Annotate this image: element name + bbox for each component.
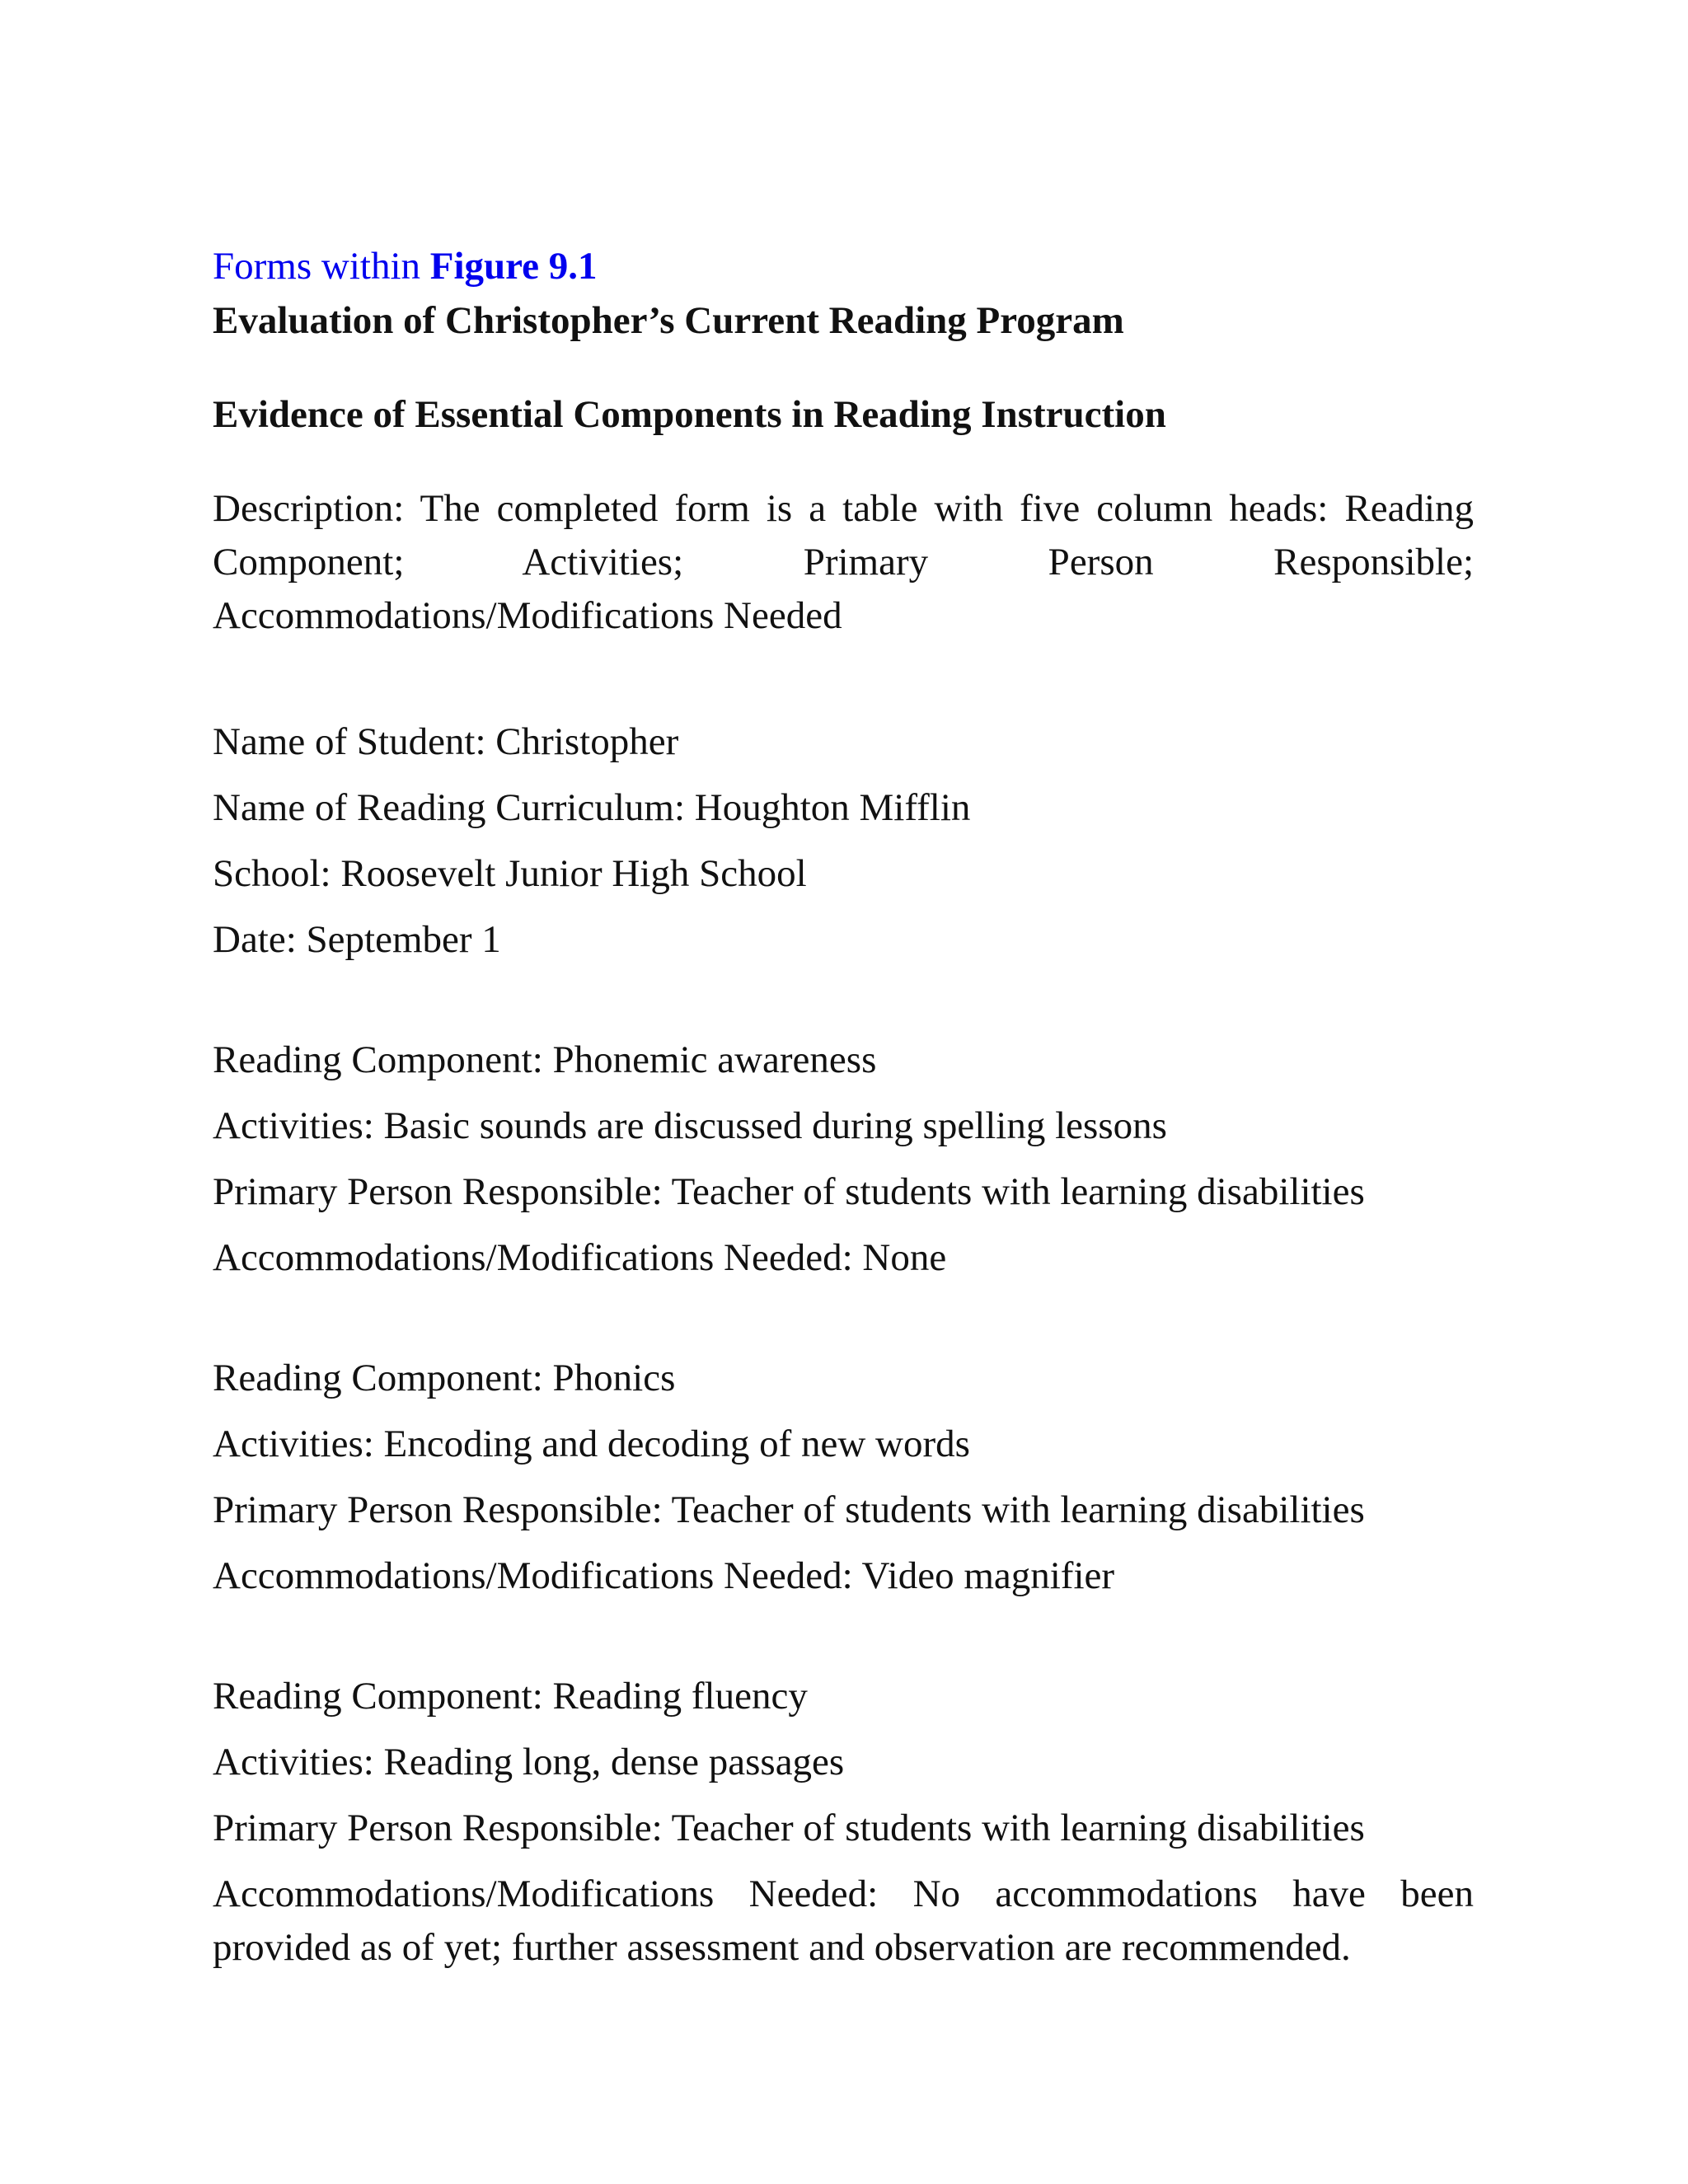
school-name: School: Roosevelt Junior High School [213, 852, 807, 895]
forms-within-text: Forms within [213, 245, 421, 288]
figure-reference: Figure 9.1 [429, 245, 598, 288]
activities: Activities: Encoding and decoding of new words [213, 1422, 970, 1465]
activities: Activities: Basic sounds are discussed during spelling lessons [213, 1104, 1167, 1147]
component-entry [213, 1663, 1474, 1975]
component-entry [213, 1345, 1474, 1609]
curriculum-name: Name of Reading Curriculum: Houghton Mifflin [213, 786, 971, 829]
document-subtitle: Evidence of Essential Components in Reading Instruction [213, 393, 1166, 436]
document-page [213, 239, 1474, 1975]
figure-link[interactable] [213, 245, 598, 288]
description-text: Description: The completed form is a table with five column heads: Reading Component; Activities; Primary Person Responsible; Accommodations/Modifications Needed [213, 487, 1474, 637]
date-line: Date: September 1 [213, 918, 501, 961]
person-responsible: Primary Person Responsible: Teacher of students with learning disabilities [213, 1170, 1365, 1213]
document-title: Evaluation of Christopher’s Current Reading Program [213, 299, 1124, 342]
accommodations: Accommodations/Modifications Needed: None [213, 1236, 947, 1279]
reading-component: Reading Component: Reading fluency [213, 1675, 808, 1718]
student-name: Name of Student: Christopher [213, 720, 679, 763]
reading-component: Reading Component: Phonics [213, 1357, 676, 1399]
activities: Activities: Reading long, dense passages [213, 1741, 845, 1783]
accommodations: Accommodations/Modifications Needed: No accommodations have been provided as of yet; further assessment and observation are recommended. [213, 1872, 1474, 1969]
accommodations: Accommodations/Modifications Needed: Video magnifier [213, 1554, 1115, 1597]
person-responsible: Primary Person Responsible: Teacher of students with learning disabilities [213, 1807, 1365, 1849]
student-info [213, 709, 1474, 972]
person-responsible: Primary Person Responsible: Teacher of students with learning disabilities [213, 1488, 1365, 1531]
component-entry [213, 1027, 1474, 1291]
figure-heading [213, 239, 1474, 293]
reading-component: Reading Component: Phonemic awareness [213, 1038, 877, 1081]
